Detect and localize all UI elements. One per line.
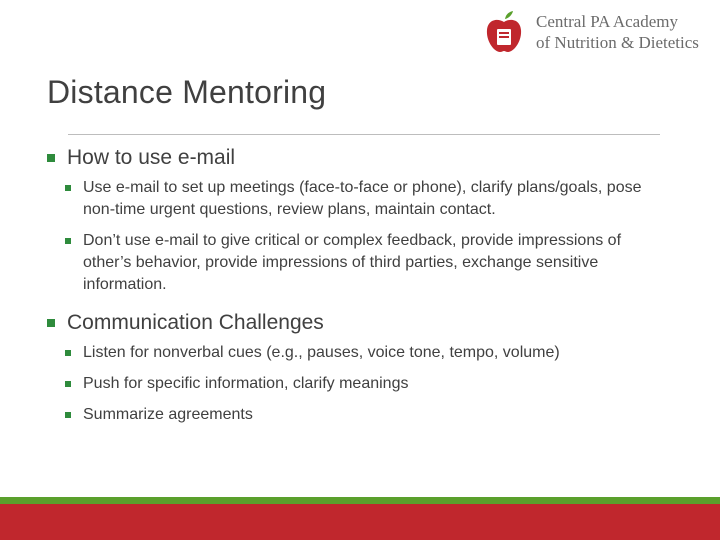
list-item-text: Push for specific information, clarify meanings xyxy=(83,375,409,392)
list-item xyxy=(47,230,667,296)
section-heading-communication xyxy=(47,308,667,338)
list-item xyxy=(47,342,667,364)
list-item xyxy=(47,373,667,395)
square-bullet-icon xyxy=(65,412,71,418)
list-item xyxy=(47,404,667,426)
section-heading-email xyxy=(47,143,667,173)
list-item xyxy=(47,177,667,221)
list-item-text: Listen for nonverbal cues (e.g., pauses, voice tone, tempo, volume) xyxy=(83,344,560,361)
square-bullet-icon xyxy=(47,319,55,327)
list-item-text: Use e-mail to set up meetings (face-to-face or phone), clarify plans/goals, pose non-time urgent questions, review plans, maintain contact. xyxy=(83,179,642,218)
slide-title: Distance Mentoring xyxy=(47,74,327,110)
logo-line-2: of Nutrition & Dietetics xyxy=(536,33,699,52)
title-divider xyxy=(68,134,660,135)
square-bullet-icon xyxy=(65,381,71,387)
logo-line-1: Central PA Academy xyxy=(536,12,678,31)
square-bullet-icon xyxy=(65,350,71,356)
list-item-text: Summarize agreements xyxy=(83,406,253,423)
slide-body xyxy=(47,143,667,435)
academy-logo xyxy=(472,0,720,66)
square-bullet-icon xyxy=(65,185,71,191)
logo-text xyxy=(536,11,699,53)
section-heading-text: How to use e-mail xyxy=(67,146,236,169)
section-heading-text: Communication Challenges xyxy=(67,311,324,334)
footer-band-red xyxy=(0,504,720,540)
square-bullet-icon xyxy=(65,238,71,244)
apple-icon xyxy=(484,10,524,54)
list-item-text: Don’t use e-mail to give critical or complex feedback, provide impressions of other’s behavior, provide impressions of third parties, exchange sensitive information. xyxy=(83,232,622,293)
square-bullet-icon xyxy=(47,154,55,162)
footer-stripe-green xyxy=(0,497,720,504)
